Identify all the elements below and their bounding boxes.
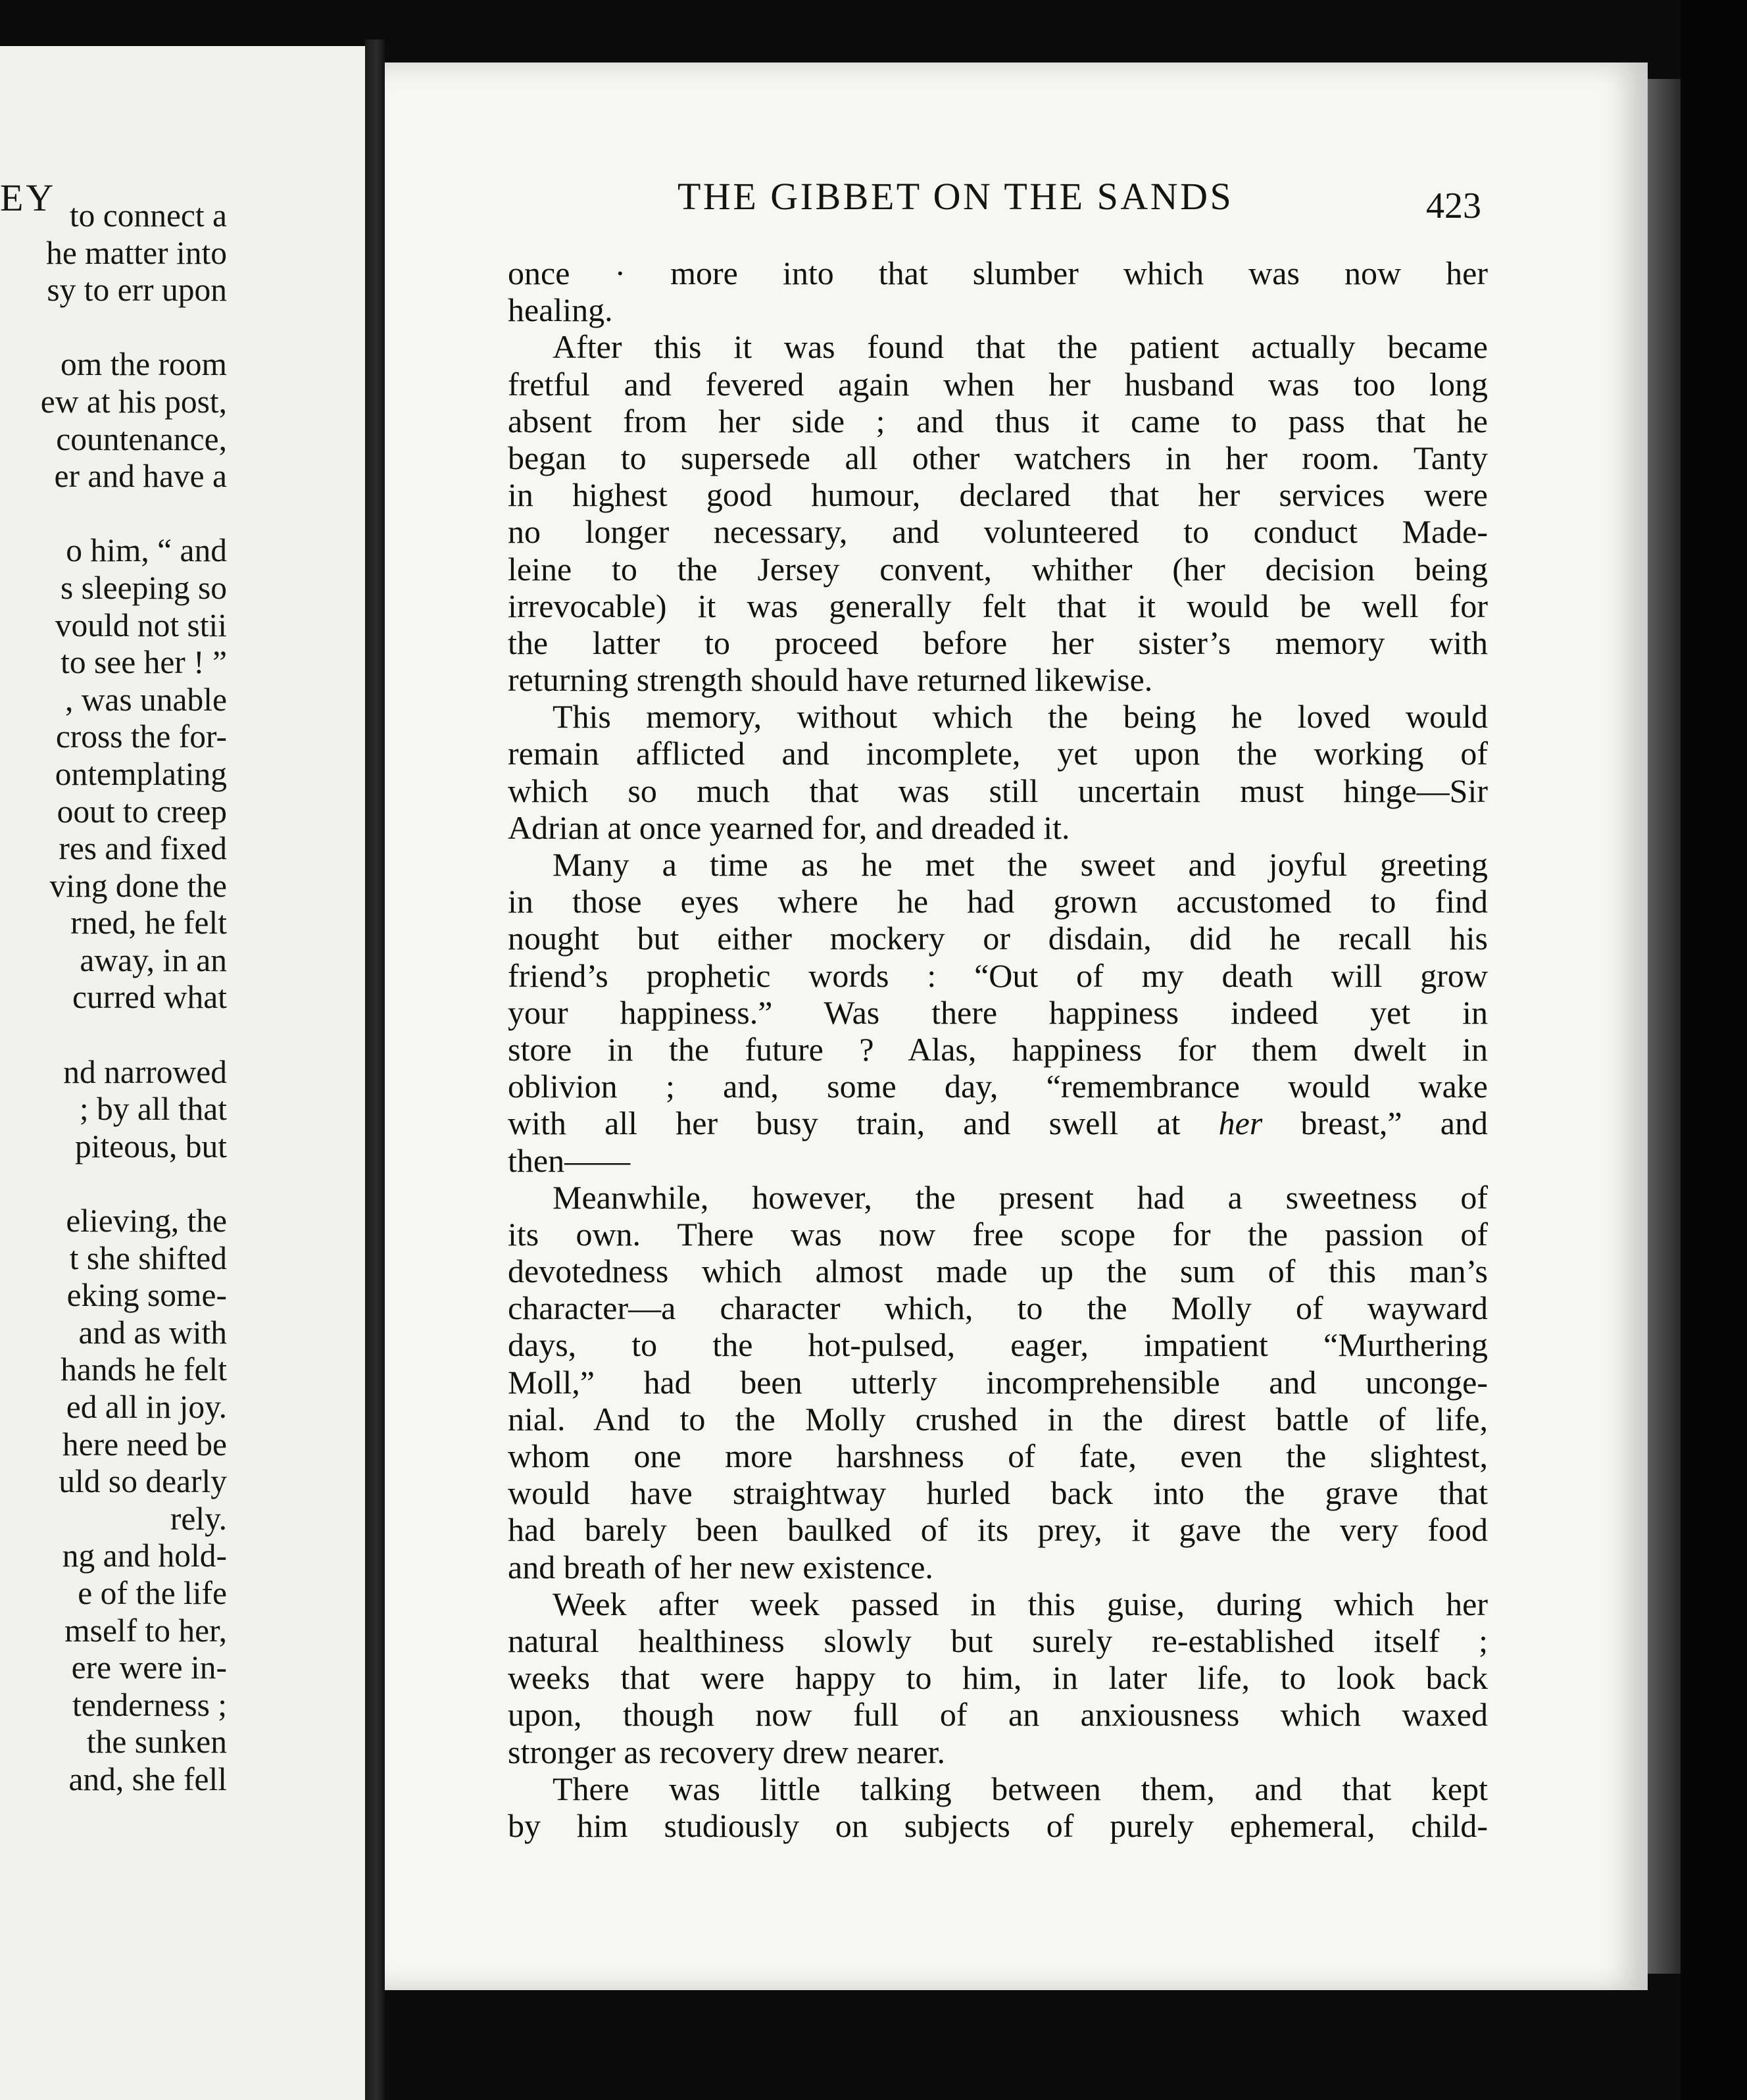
left-line: hands he felt (61, 1351, 227, 1388)
left-line: eking some- (66, 1277, 227, 1314)
italic-word: her (1218, 1105, 1263, 1142)
text-segment: with all her busy train, and swell at (508, 1105, 1181, 1142)
text-line: store in the future ? Alas, happiness for them dwelt in (508, 1030, 1488, 1068)
left-line: sy to err upon (47, 272, 227, 309)
left-line: ontemplating (55, 755, 227, 792)
text-line: character—a character which, to the Molly of wayward (508, 1289, 1488, 1327)
text-line: Meanwhile, however, the present had a sweetness of (553, 1178, 1488, 1216)
text-line: Week after week passed in this guise, during which her (553, 1585, 1488, 1622)
text-line: nial. And to the Molly crushed in the direst battle of life, (508, 1400, 1488, 1438)
left-line: to see her ! ” (61, 644, 227, 681)
text-line: in those eyes where he had grown accustomed to find (508, 883, 1488, 920)
left-line: the sunken (86, 1724, 227, 1761)
text-line: whom one more harshness of fate, even the slightest, (508, 1438, 1488, 1474)
text-line: no longer necessary, and volunteered to conduct Made- (508, 513, 1488, 551)
text-line: stronger as recovery drew nearer. (508, 1733, 945, 1770)
scan-background-right (1681, 0, 1747, 2100)
text-line: upon, though now full of an anxiousness which waxed (508, 1696, 1488, 1734)
left-line: oout to creep (57, 793, 227, 830)
left-line-blank (0, 495, 227, 533)
text-segment: breast,” and (1300, 1105, 1488, 1142)
text-line: Adrian at once yearned for, and dreaded it. (508, 809, 1070, 846)
left-line: nd narrowed (63, 1053, 227, 1090)
text-line: returning strength should have returned likewise. (508, 661, 1153, 699)
left-line: res and fixed (59, 830, 227, 867)
left-line: er and have a (54, 458, 227, 495)
left-line: to connect a (69, 197, 227, 234)
left-line: , was unable (64, 681, 227, 718)
running-head: THE GIBBET ON THE SANDS (677, 175, 1234, 218)
text-line: would have straightway hurled back into the grave that (508, 1474, 1488, 1512)
left-page-text (0, 197, 227, 1799)
text-line: then—— (508, 1141, 631, 1179)
left-line: ng and hold- (62, 1538, 227, 1574)
text-line: nought but either mockery or disdain, did he recall his (508, 920, 1488, 957)
left-line: ed all in joy. (66, 1389, 227, 1425)
left-line-blank (0, 1165, 227, 1203)
left-line: mself to her, (64, 1612, 227, 1649)
text-line: once · more into that slumber which was now her (508, 255, 1488, 291)
left-line: uld so dearly (59, 1463, 227, 1500)
left-running-head-fragment: EY (0, 176, 57, 219)
text-line: days, to the hot-pulsed, eager, impatient “Murthering (508, 1326, 1488, 1364)
left-line: and as with (78, 1314, 227, 1351)
text-line: friend’s prophetic words : “Out of my death will grow (508, 957, 1488, 994)
text-line: your happiness.” Was there happiness indeed yet in (508, 993, 1488, 1031)
scan-background-bottom (385, 1990, 1681, 2100)
left-line: t she shifted (69, 1239, 227, 1276)
left-line: away, in an (80, 941, 227, 978)
text-line: the latter to proceed before her sister’s memory with (508, 624, 1488, 661)
text-line: its own. There was now free scope for the passion of (508, 1215, 1488, 1253)
left-line: cross the for- (55, 718, 227, 755)
left-line: piteous, but (75, 1128, 227, 1164)
text-line: by him studiously on subjects of purely ephemeral, child- (508, 1807, 1488, 1844)
left-line: vould not stii (55, 607, 227, 643)
left-line: rely. (170, 1500, 227, 1537)
left-line: om the room (61, 346, 227, 383)
left-line: he matter into (46, 234, 227, 271)
text-line: There was little talking between them, and that kept (553, 1770, 1488, 1807)
text-line: natural healthiness slowly but surely re-established itself ; (508, 1622, 1488, 1659)
text-line: Many a time as he met the sweet and joyful greeting (553, 846, 1488, 883)
text-line: Moll,” had been utterly incomprehensible and unconge- (508, 1363, 1488, 1401)
text-line: and breath of her new existence. (508, 1548, 933, 1586)
text-line: weeks that were happy to him, in later life, to look back (508, 1659, 1488, 1697)
left-line: rned, he felt (70, 905, 227, 941)
left-line: elieving, the (66, 1203, 227, 1239)
left-line-blank (0, 1016, 227, 1054)
left-line: o him, “ and (66, 532, 227, 569)
text-line-with-italic (508, 1105, 1488, 1141)
page-number: 423 (1426, 186, 1481, 226)
left-line: ew at his post, (40, 383, 227, 420)
text-line: fretful and fevered again when her husband was too long (508, 365, 1488, 403)
text-line: After this it was found that the patient actually became (553, 328, 1488, 366)
text-line: leine to the Jersey convent, whither (her decision being (508, 550, 1488, 588)
text-line: irrevocable) it was generally felt that it would be well for (508, 587, 1488, 624)
left-line: countenance, (56, 420, 227, 457)
text-line: which so much that was still uncertain must hinge—Sir (508, 772, 1488, 809)
text-line: had barely been baulked of its prey, it gave the very food (508, 1511, 1488, 1549)
left-line-blank (0, 309, 227, 347)
text-line: healing. (508, 291, 613, 329)
left-line: here need be (62, 1426, 227, 1462)
left-line: ere were in- (71, 1649, 227, 1686)
left-line: ving done the (49, 867, 227, 904)
text-line: devotedness which almost made up the sum of this man’s (508, 1253, 1488, 1290)
text-line: in highest good humour, declared that her services were (508, 476, 1488, 514)
left-line: s sleeping so (61, 569, 227, 606)
left-line: e of the life (78, 1574, 227, 1611)
left-line: tenderness ; (72, 1686, 227, 1723)
text-line: oblivion ; and, some day, “remembrance would wake (508, 1068, 1488, 1105)
text-line: This memory, without which the being he loved would (553, 698, 1488, 736)
page-edge-shadow (1648, 79, 1681, 1974)
text-line: remain afflicted and incomplete, yet upon the working of (508, 735, 1488, 772)
text-line: began to supersede all other watchers in her room. Tanty (508, 439, 1488, 476)
right-page-text (508, 255, 1488, 1844)
left-line: ; by all that (79, 1091, 227, 1128)
text-line: absent from her side ; and thus it came to pass that he (508, 402, 1488, 439)
book-gutter (365, 39, 385, 2100)
left-line: and, she fell (68, 1761, 227, 1797)
left-line: curred what (72, 979, 227, 1016)
